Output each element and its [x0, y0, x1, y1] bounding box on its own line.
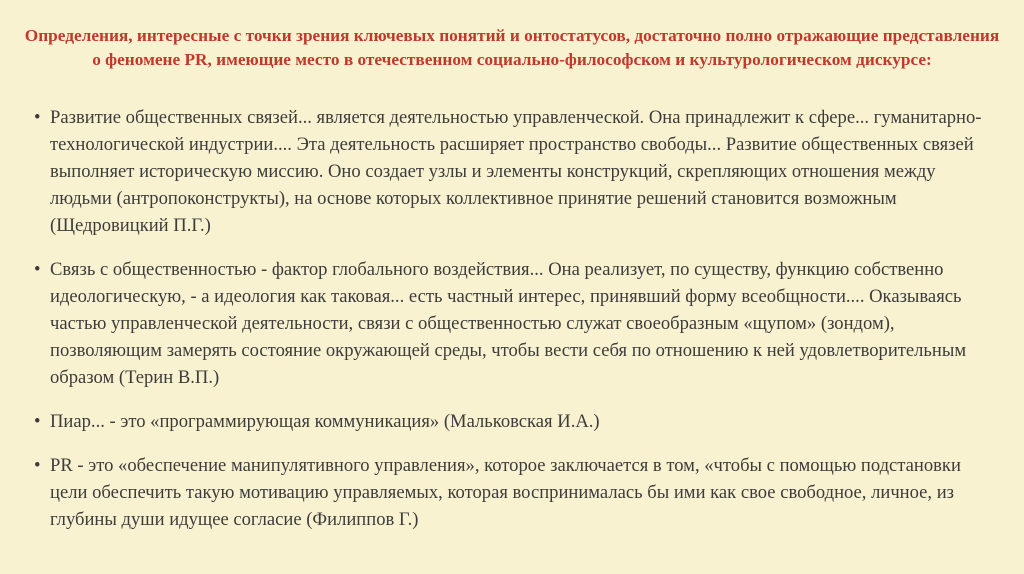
bullet-text: Связь с общественностью - фактор глобального воздействия... Она реализует, по существу, функцию собственно идеологическую, - а идеология как таковая... есть частный интерес, принявший форму всеобщности.... Оказываясь частью управленческой деятельности, связи с общественностью служат своеобразным «щупом» (зондом), позволяющим замерять состояние окружающей среды, чтобы вести себя по отношению к ней удовлетворительным образом (Терин В.П.) [50, 259, 967, 388]
bullet-item [34, 452, 994, 533]
bullet-item [34, 256, 994, 391]
bullet-text: PR - это «обеспечение манипулятивного управления», которое заключается в том, «чтобы с помощью подстановки цели обеспечить такую мотивацию управляемых, которая воспринималась бы ими как свое свободное, личное, из глубины души идущее согласие (Филиппов Г.) [50, 455, 961, 530]
bullet-list [34, 104, 994, 550]
bullet-item [34, 104, 994, 239]
bullet-text: Развитие общественных связей... является деятельностью управленческой. Она принадлежит к сфере... гуманитарно-технологической индустрии.... Эта деятельность расширяет пространство свободы... Развитие общественных связей выполняет историческую миссию. Оно создает узлы и элементы конструкций, скрепляющих отношения между людьми (антропоконструкты), на основе которых коллективное принятие решений становится возможным (Щедровицкий П.Г.) [50, 107, 982, 236]
slide-title: Определения, интересные с точки зрения ключевых понятий и онтостатусов, достаточно полно отражающие представления о феномене PR, имеющие место в отечественном социально-философском и культурологическом дискурсе: [24, 26, 1000, 69]
bullet-item [34, 408, 994, 435]
bullet-dot-icon: • [34, 259, 41, 280]
bullet-dot-icon: • [34, 107, 41, 128]
bullet-dot-icon: • [34, 411, 41, 432]
bullet-text: Пиар... - это «программирующая коммуникация» (Мальковская И.А.) [50, 411, 600, 432]
bullet-dot-icon: • [34, 455, 41, 476]
